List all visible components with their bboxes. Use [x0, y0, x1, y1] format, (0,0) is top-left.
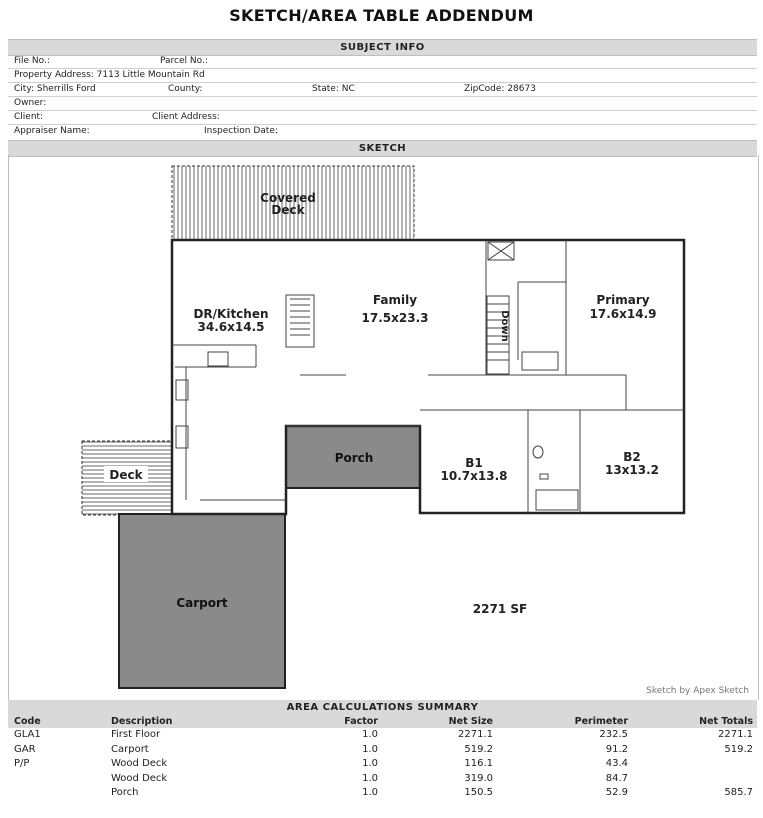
client: Client: — [14, 112, 44, 122]
cell-description: Carport — [111, 743, 149, 755]
cell-factor: 1.0 — [362, 772, 378, 784]
cell-description: First Floor — [111, 729, 161, 740]
carport-label: Carport — [176, 596, 228, 610]
primary-label: Primary — [596, 293, 650, 307]
property-address: Property Address: 7113 Little Mountain Rd — [14, 70, 205, 80]
dr-kitchen-label: DR/Kitchen — [193, 307, 269, 321]
primary-size: 17.6x14.9 — [589, 307, 657, 321]
deck-label: Deck — [109, 468, 143, 482]
cell-perimeter: 43.4 — [605, 758, 628, 769]
cell-factor: 1.0 — [362, 758, 378, 769]
client-address: Client Address: — [152, 112, 220, 122]
covered-deck-label-2: Deck — [271, 203, 305, 217]
fireplace — [286, 295, 314, 347]
appraiser-name: Appraiser Name: — [14, 126, 90, 136]
cell-perimeter: 91.2 — [605, 743, 628, 755]
col-factor: Factor — [344, 716, 378, 727]
table-row — [8, 757, 757, 772]
table-row — [8, 728, 757, 743]
stairs-down-label: Down — [499, 310, 510, 342]
page-title: SKETCH/AREA TABLE ADDENDUM — [229, 6, 534, 25]
sketch-header: SKETCH — [8, 140, 757, 157]
cell-net-totals: 2271.1 — [718, 729, 753, 740]
table-row — [8, 772, 757, 787]
table-row — [8, 786, 757, 801]
total-sf-label: 2271 SF — [472, 602, 528, 616]
cell-net-size: 319.0 — [464, 772, 493, 784]
b2-size: 13x13.2 — [604, 463, 660, 477]
state: State: NC — [312, 84, 355, 94]
cell-net-totals: 519.2 — [724, 743, 753, 755]
inspection-date: Inspection Date: — [204, 126, 278, 136]
col-perimeter: Perimeter — [574, 716, 628, 727]
cell-net-size: 116.1 — [464, 758, 493, 769]
dr-kitchen-size: 34.6x14.5 — [197, 320, 265, 334]
cell-factor: 1.0 — [362, 787, 378, 798]
city: City: Sherrills Ford — [14, 84, 96, 94]
cell-net-totals: 585.7 — [724, 787, 753, 798]
cell-description: Wood Deck — [111, 758, 168, 769]
covered-deck-label: Covered — [260, 191, 316, 205]
cell-net-size: 519.2 — [464, 743, 493, 755]
cell-net-size: 150.5 — [464, 787, 493, 798]
col-net-size: Net Size — [448, 716, 493, 727]
table-row — [8, 743, 757, 758]
cell-perimeter: 232.5 — [599, 729, 628, 740]
b1-size: 10.7x13.8 — [440, 469, 508, 483]
cell-perimeter: 52.9 — [605, 787, 628, 798]
zipcode: ZipCode: 28673 — [464, 84, 536, 94]
cell-description: Porch — [111, 787, 139, 798]
b1-label: B1 — [465, 456, 483, 470]
area-table-column-headers — [8, 715, 757, 728]
file-no-label: File No.: — [14, 56, 50, 66]
porch-label: Porch — [334, 451, 374, 465]
family-size: 17.5x23.3 — [361, 311, 429, 325]
cell-code: GAR — [14, 743, 36, 755]
sketch-credit: Sketch by Apex Sketch — [646, 686, 749, 696]
owner: Owner: — [14, 98, 47, 108]
family-label: Family — [372, 293, 418, 307]
col-description: Description — [111, 716, 173, 727]
county: County: — [168, 84, 203, 94]
cell-factor: 1.0 — [362, 743, 378, 755]
area-calculations-table — [8, 700, 757, 801]
cell-factor: 1.0 — [362, 729, 378, 740]
cell-code: GLA1 — [14, 729, 41, 740]
cell-perimeter: 84.7 — [605, 772, 628, 784]
col-net-totals: Net Totals — [699, 716, 753, 727]
parcel-no-label: Parcel No.: — [160, 56, 208, 66]
cell-description: Wood Deck — [111, 772, 168, 784]
col-code: Code — [14, 716, 41, 727]
cell-code: P/P — [14, 758, 30, 769]
b2-label: B2 — [623, 450, 641, 464]
subject-info-header: SUBJECT INFO — [8, 39, 757, 56]
cell-net-size: 2271.1 — [458, 729, 493, 740]
area-table-header: AREA CALCULATIONS SUMMARY — [8, 700, 757, 715]
